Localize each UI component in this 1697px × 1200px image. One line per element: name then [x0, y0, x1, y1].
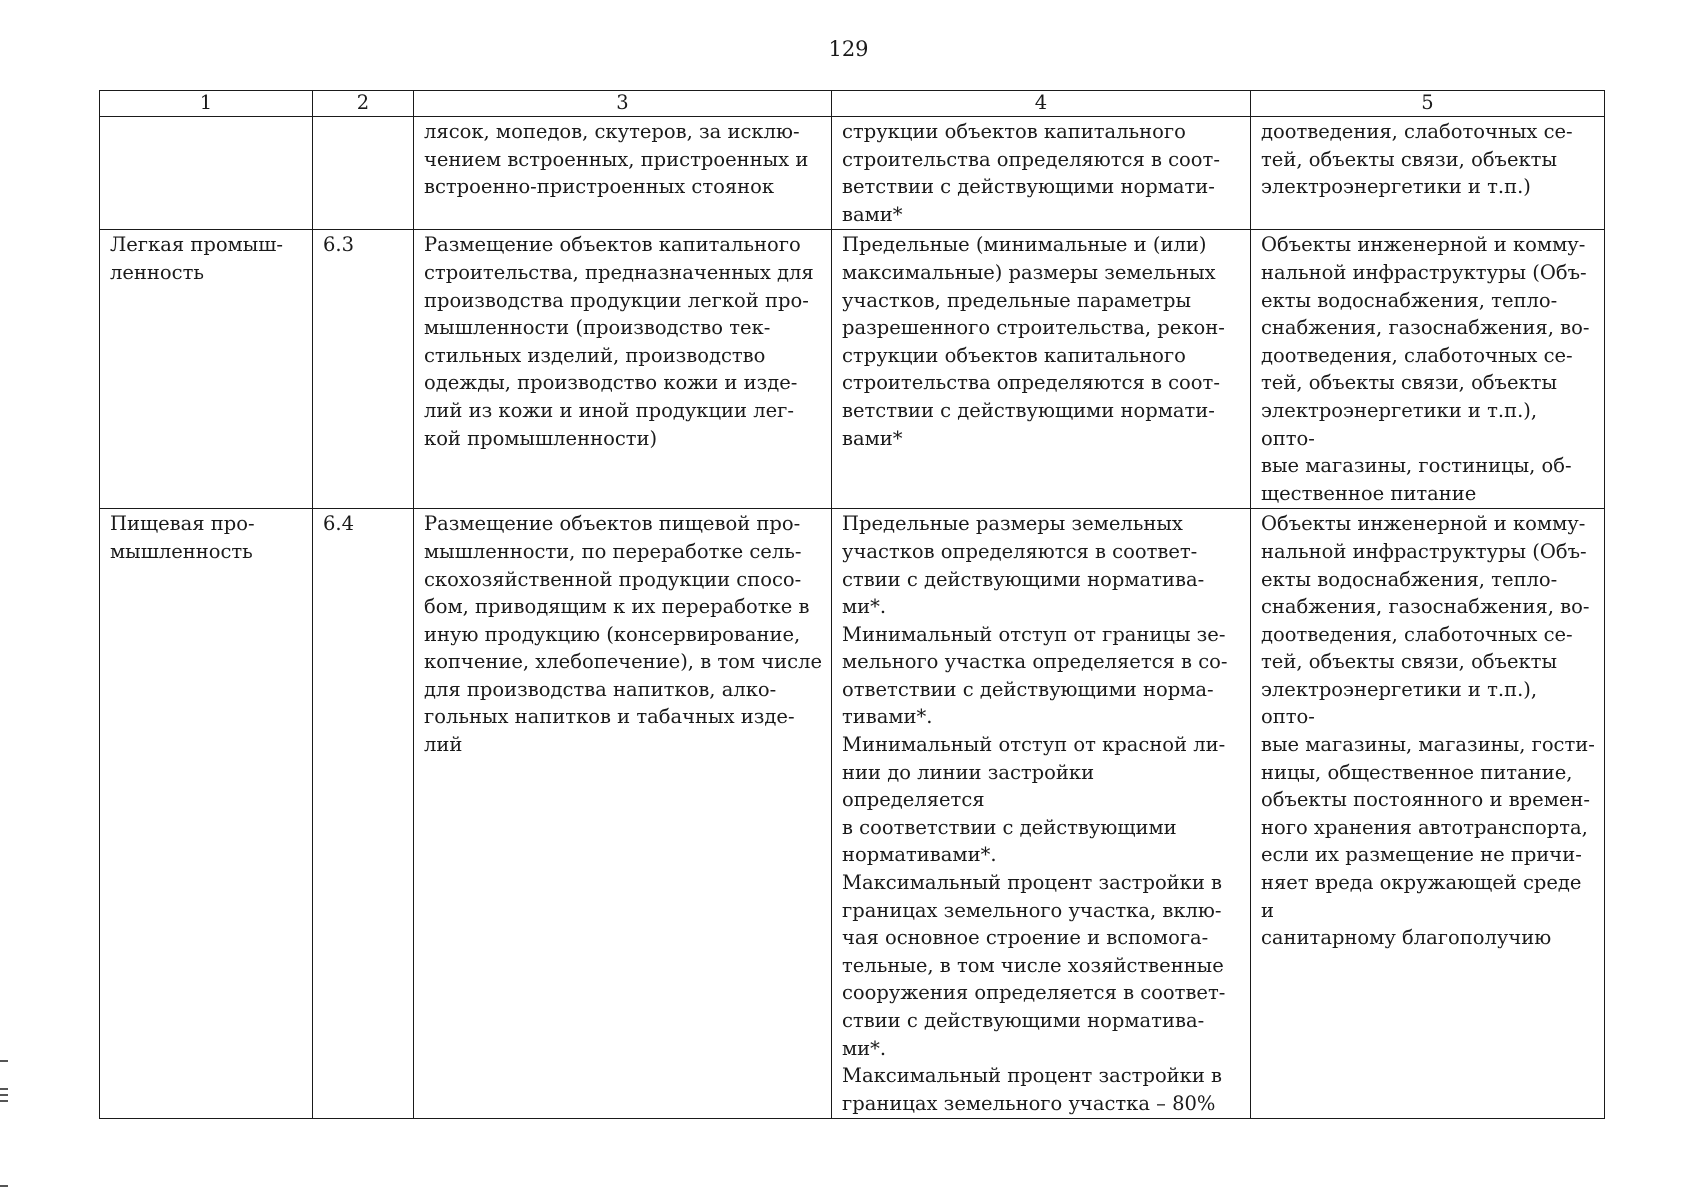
use-name-cell: [100, 117, 313, 230]
use-name-cell: Легкая промыш- ленность: [100, 230, 313, 509]
use-name-cell: Пищевая про- мышленность: [100, 509, 313, 1119]
scan-margin-mark: [0, 1185, 8, 1187]
auxiliary-uses-cell: доотведения, слаботочных се- тей, объекты связи, объекты электроэнергетики и т.п.): [1251, 117, 1605, 230]
use-code-cell: 6.4: [313, 509, 414, 1119]
column-header-1: 1: [100, 91, 313, 117]
use-description-cell: лясок, мопедов, скутеров, за исклю- чением встроенных, пристроенных и встроенно-пристроенных стоянок: [414, 117, 832, 230]
auxiliary-uses-cell: Объекты инженерной и комму- нальной инфраструктуры (Объ- екты водоснабжения, тепло- снабжения, газоснабжения, во- доотведения, слаботочных се- тей, объекты связи, объекты электроэнергетики и т.п.), опто- вые магазины, магазины, гости- ницы, общественное питание, объекты постоянного и времен- ного хранения автотранспорта, если их размещение не причи- няет вреда окружающей среде и санитарному благополучию: [1251, 509, 1605, 1119]
scan-margin-mark: [0, 1094, 8, 1096]
column-header-3: 3: [414, 91, 832, 117]
use-parameters-cell: струкции объектов капитального строительства определяются в соот- ветствии с действующими нормати- вами*: [832, 117, 1251, 230]
table-header-row: [100, 91, 1605, 117]
column-header-4: 4: [832, 91, 1251, 117]
use-parameters-cell: Предельные размеры земельных участков определяются в соответ- ствии с действующими нормативa- ми*. Минимальный отступ от границы зе- мельного участка определяется в со- ответствии с действующими норма- тивами*. Минимальный отступ от красной ли- нии до линии застройки определяется в соответствии с действующими нормативами*. Максимальный процент застройки в границах земельного участка, вклю- чая основное строение и вспомога- тельные, в том числе хозяйственные сооружения определяется в соответ- ствии с действующими нормативa- ми*. Максимальный процент застройки в границах земельного участка – 80%: [832, 509, 1251, 1119]
scan-margin-mark: [0, 1088, 8, 1090]
column-header-2: 2: [313, 91, 414, 117]
table-row: [100, 509, 1605, 1119]
page-number: 129: [828, 37, 869, 61]
scan-margin-mark: [0, 1100, 8, 1102]
table-row: [100, 230, 1605, 509]
scan-margin-mark: [0, 1060, 8, 1062]
use-description-cell: Размещение объектов капитального строительства, предназначенных для производства продукции легкой про- мышленности (производство тек- стильных изделий, производство одежды, производство кожи и изде- лий из кожи и иной продукции лег- кой промышленности): [414, 230, 832, 509]
use-parameters-cell: Предельные (минимальные и (или) максимальные) размеры земельных участков, предельные параметры разрешенного строительства, рекон- струкции объектов капитального строительства определяются в соот- ветствии с действующими нормати- вами*: [832, 230, 1251, 509]
use-code-cell: [313, 117, 414, 230]
land-use-table: [99, 90, 1605, 1119]
table-row: [100, 117, 1605, 230]
column-header-5: 5: [1251, 91, 1605, 117]
use-description-cell: Размещение объектов пищевой про- мышленности, по переработке сель- скохозяйственной продукции спосо- бом, приводящим к их переработке в иную продукцию (консервирование, копчение, хлебопечение), в том числе для производства напитков, алко- гольных напитков и табачных изде- лий: [414, 509, 832, 1119]
auxiliary-uses-cell: Объекты инженерной и комму- нальной инфраструктуры (Объ- екты водоснабжения, тепло- снабжения, газоснабжения, во- доотведения, слаботочных се- тей, объекты связи, объекты электроэнергетики и т.п.), опто- вые магазины, гостиницы, об- щественное питание: [1251, 230, 1605, 509]
use-code-cell: 6.3: [313, 230, 414, 509]
